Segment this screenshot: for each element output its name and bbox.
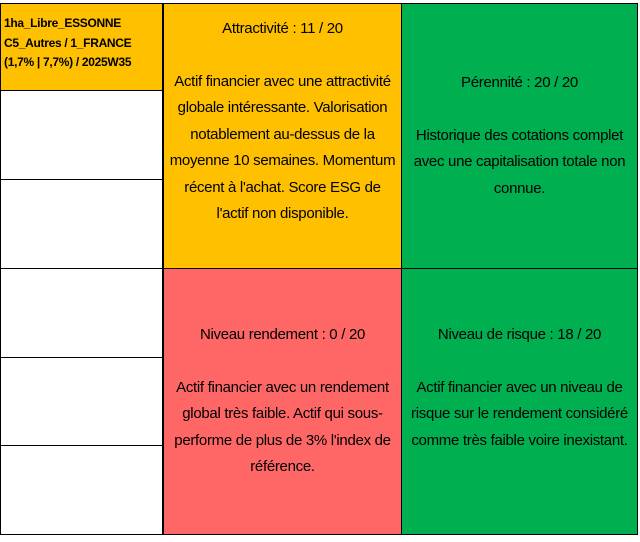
attractivite-title: Attractivité : 11 / 20 [222,20,343,37]
attractivite-cell [163,3,402,269]
risque-title: Niveau de risque : 18 / 20 [437,326,602,343]
perennite-title: Pérennité : 20 / 20 [461,74,578,91]
asset-label-line3: (1,7% | 7,7%) / 2025W35 [4,55,132,69]
asset-label-line2: C5_Autres / 1_FRANCE [4,35,132,50]
blank-cell-2 [0,179,163,269]
rendement-title: Niveau rendement : 0 / 20 [199,326,366,343]
blank-cell-1 [0,90,163,180]
blank-cell-3 [0,268,163,358]
risque-cell [401,268,638,535]
blank-cell-5 [0,445,163,535]
perennite-cell [401,3,638,269]
blank-cell-4 [0,357,163,446]
asset-label-cell [0,3,163,91]
rendement-cell [163,268,402,535]
asset-label-line1: 1ha_Libre_ESSONNE [4,16,121,30]
rendement-description: Actif financier avec un rendement global très faible. Actif qui sous-performe de plus de 3% l'index de référence. [174,378,391,475]
risque-description: Actif financier avec un niveau de risque sur le rendement considéré comme très faible voire inexistant. [411,378,628,449]
perennite-description: Historique des cotations complet avec une capitalisation totale non connue. [413,126,626,197]
attractivite-description: Actif financier avec une attractivité globale intéressante. Valorisation notablement au-dessus de la moyenne 10 semaines. Momentum récent à l'achat. Score ESG de l'actif non disponible. [169,72,396,222]
